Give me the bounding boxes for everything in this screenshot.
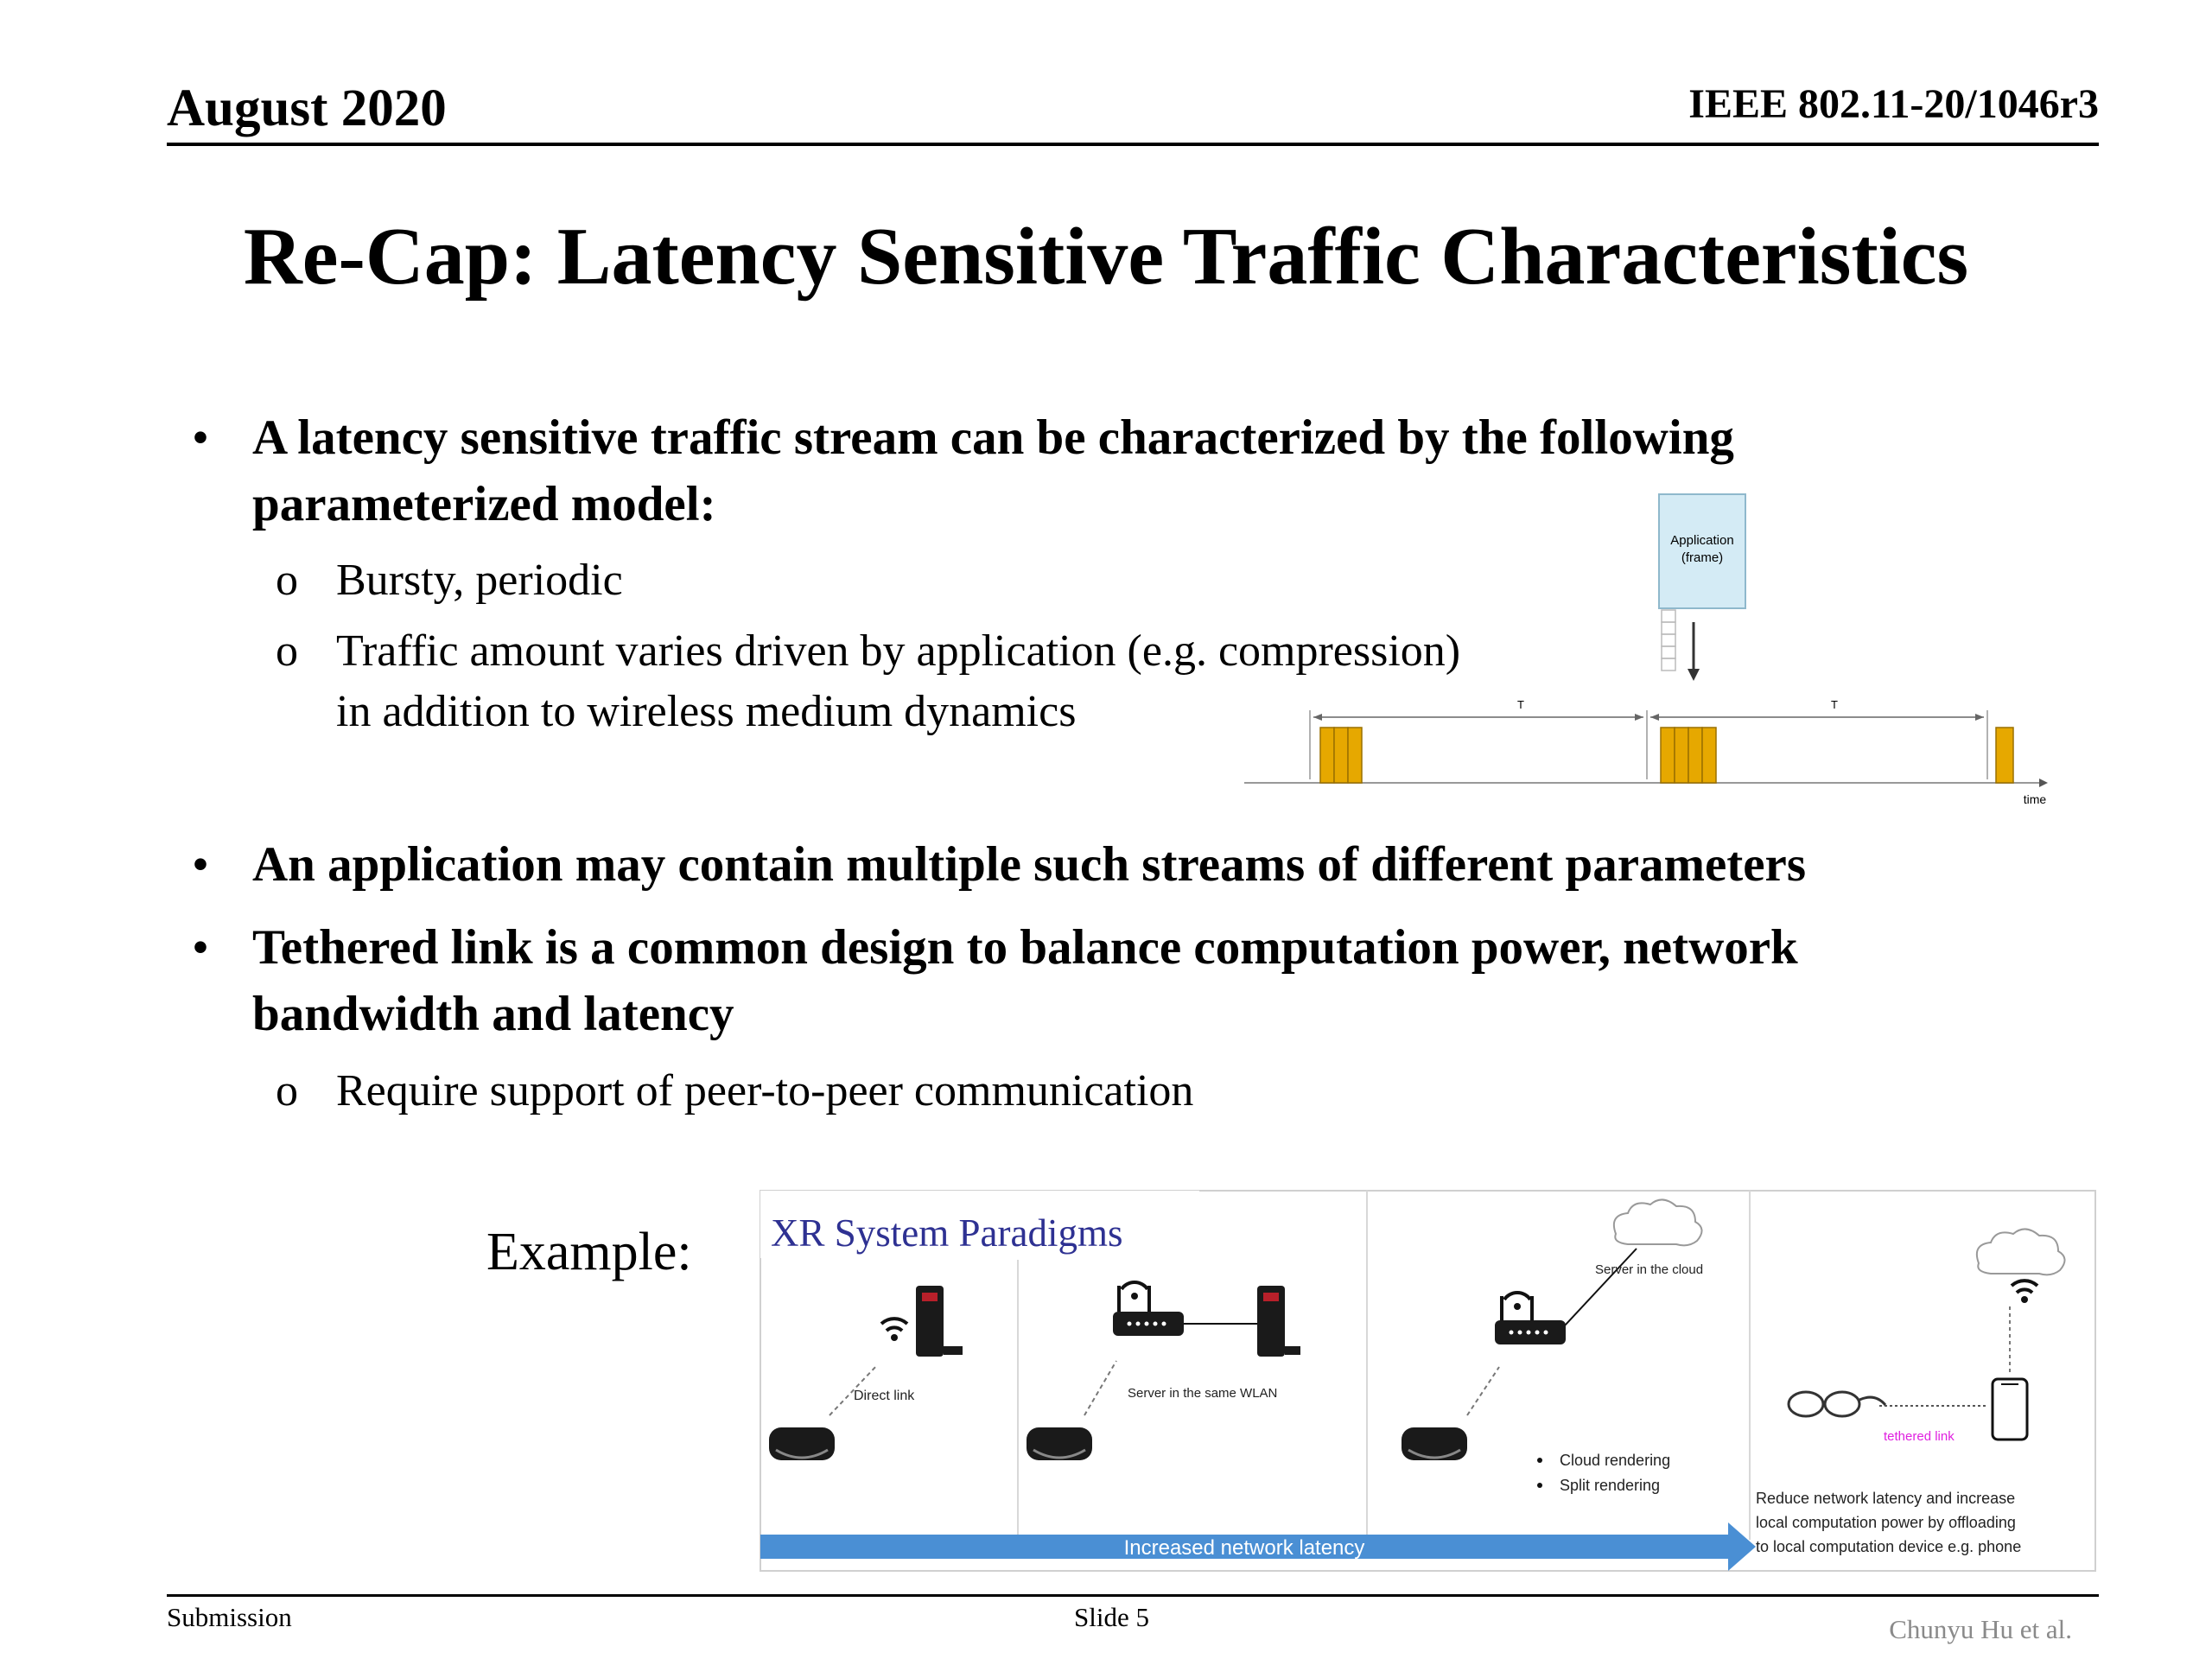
bullet-dot: • xyxy=(192,837,209,892)
phone-icon xyxy=(1993,1379,2027,1440)
tethered-link-label: tethered link xyxy=(1884,1429,1955,1444)
bullet-3-line-1: Tethered link is a common design to balance computation power, network xyxy=(252,920,1798,975)
sub-bullet-3-text: Require support of peer-to-peer communication xyxy=(336,1066,1194,1116)
traffic-stream-diagram xyxy=(1244,484,2074,821)
bullet-2-text: An application may contain multiple such streams of different parameters xyxy=(252,837,1807,892)
reduce-text-line-1: Reduce network latency and increase xyxy=(1756,1490,2016,1507)
vr-headset-icon xyxy=(769,1427,835,1460)
bullet-3 xyxy=(192,914,1798,1047)
header-date: August 2020 xyxy=(167,79,447,137)
footer-divider xyxy=(167,1594,2099,1597)
bullet-dot: • xyxy=(192,920,209,975)
bullet-dot: • xyxy=(192,410,209,465)
time-label: time xyxy=(2023,792,2047,806)
sub-bullet-1 xyxy=(276,550,623,611)
split-rendering-label: Split rendering xyxy=(1560,1477,1661,1494)
queued-frame xyxy=(1662,610,1675,622)
bullet-3-line-2: bandwidth and latency xyxy=(252,987,734,1041)
queued-frame xyxy=(1662,634,1675,646)
sub-bullet-3 xyxy=(276,1061,1194,1122)
same-wlan-label: Server in the same WLAN xyxy=(1128,1386,1278,1401)
down-arrow-head xyxy=(1688,669,1700,681)
burst-3 xyxy=(1996,728,2013,783)
sub-bullet-marker: o xyxy=(276,556,298,605)
sub-bullet-2-line-2: in addition to wireless medium dynamics xyxy=(336,687,1077,736)
queued-frame xyxy=(1662,658,1675,671)
sub-bullet-2-line-1: Traffic amount varies driven by application (e.g. compression) xyxy=(336,626,1461,676)
sub-bullet-marker: o xyxy=(276,1066,298,1116)
app-box-label-1: Application xyxy=(1670,533,1734,548)
burst-1 xyxy=(1320,728,1362,783)
direct-link-label: Direct link xyxy=(854,1389,915,1403)
footer-submission: Submission xyxy=(167,1602,292,1632)
bullet-2 xyxy=(192,831,1807,898)
header-doc-id: IEEE 802.11-20/1046r3 xyxy=(1688,81,2099,127)
queued-frame xyxy=(1662,646,1675,658)
slide-title: Re-Cap: Latency Sensitive Traffic Characteristics xyxy=(243,212,1969,302)
bullet-1-line-1: A latency sensitive traffic stream can be characterized by the following xyxy=(252,410,1734,465)
footer-author: Chunyu Hu et al. xyxy=(1889,1614,2072,1644)
queued-frame xyxy=(1662,622,1675,634)
vr-headset-icon xyxy=(1027,1427,1092,1460)
period-label-2: T xyxy=(1831,698,1838,711)
period-label-1: T xyxy=(1517,698,1524,711)
sub-bullet-1-text: Bursty, periodic xyxy=(336,556,623,605)
example-label: Example: xyxy=(486,1223,692,1281)
xr-system-paradigms-figure xyxy=(752,1184,2104,1577)
app-box-label-2: (frame) xyxy=(1681,550,1724,565)
reduce-text-line-2: local computation power by offloading xyxy=(1756,1514,2016,1531)
increased-latency-label: Increased network latency xyxy=(1123,1536,1365,1560)
header-divider xyxy=(167,143,2099,146)
burst-2 xyxy=(1661,728,1716,783)
xr-title: XR System Paradigms xyxy=(771,1211,1123,1255)
server-cloud-label: Server in the cloud xyxy=(1595,1262,1704,1277)
cloud-rendering-label: Cloud rendering xyxy=(1560,1452,1671,1469)
footer-slide-number: Slide 5 xyxy=(1074,1602,1149,1632)
reduce-text-line-3: to local computation device e.g. phone xyxy=(1756,1538,2022,1555)
vr-headset-icon xyxy=(1402,1427,1467,1460)
bullet-1-line-2: parameterized model: xyxy=(252,477,716,531)
sub-bullet-marker: o xyxy=(276,626,298,676)
